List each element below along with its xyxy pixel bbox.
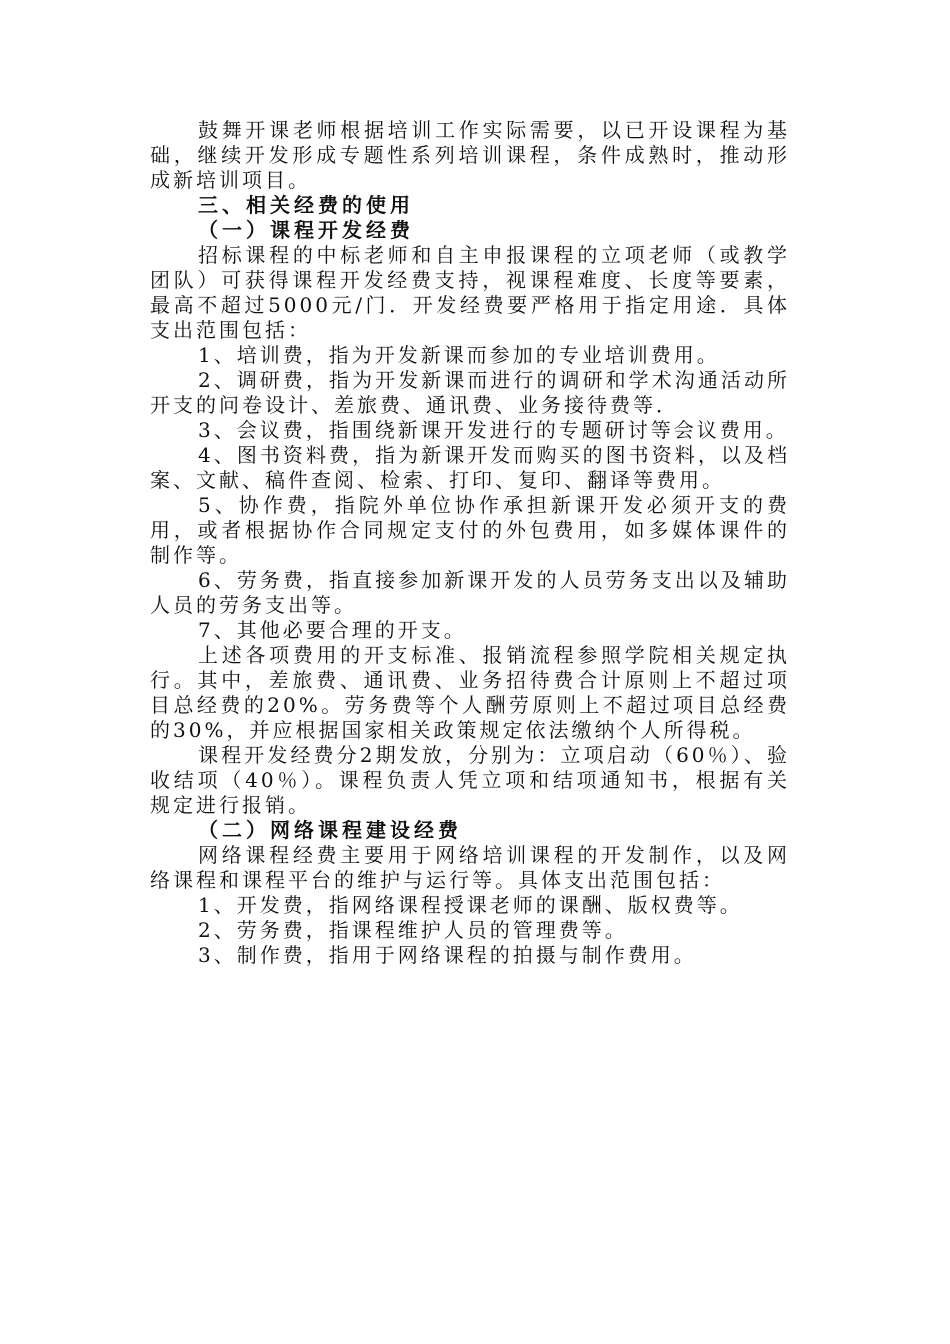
list-item: 3、制作费，指用于网络课程的拍摄与制作费用。 <box>198 943 697 967</box>
paragraph-intro: 鼓舞开课老师根据培训工作实际需要，以已开设课程为基础，继续开发形成专题性系列培训课程，条件成熟时，推动形成新培训项目。 <box>150 118 790 192</box>
list-item: 7、其他必要合理的开支。 <box>198 618 467 642</box>
list-item: 2、劳务费，指课程维护人员的管理费等。 <box>198 918 628 942</box>
list-item: 5、协作费，指院外单位协作承担新课开发必须开支的费用，或者根据协作合同规定支付的外包费用，如多媒体课件的制作等。 <box>150 493 790 567</box>
list-item: 2、调研费，指为开发新课而进行的调研和学术沟通活动所开支的问卷设计、差旅费、通讯费、业务接待费等． <box>150 368 790 417</box>
document-page <box>150 118 790 968</box>
list-item: 4、图书资料费，指为新课开发而购买的图书资料，以及档案、文献、稿件查阅、检索、打印、复印、翻译等费用。 <box>150 443 790 492</box>
paragraph: 网络课程经费主要用于网络培训课程的开发制作，以及网络课程和课程平台的维护与运行等。具体支出范围包括： <box>150 843 790 892</box>
subsection-heading-2: （二）网络课程建设经费 <box>198 818 462 842</box>
list-item: 1、培训费，指为开发新课而参加的专业培训费用。 <box>198 343 720 367</box>
paragraph: 招标课程的中标老师和自主申报课程的立项老师（或教学团队）可获得课程开发经费支持，视课程难度、长度等要素，最高不超过5000元/门．开发经费要严格用于指定用途．具体支出范围包括： <box>150 243 790 342</box>
section-heading-3: 三、相关经费的使用 <box>198 193 414 217</box>
subsection-heading-1: （一）课程开发经费 <box>198 218 414 242</box>
paragraph: 上述各项费用的开支标准、报销流程参照学院相关规定执行。其中，差旅费、通讯费、业务招待费合计原则上不超过项目总经费的20%。劳务费等个人酬劳原则上不超过项目总经费的30%，并应根据国家相关政策规定依法缴纳个人所得税。 <box>150 643 790 742</box>
list-item: 3、会议费，指围绕新课开发进行的专题研讨等会议费用。 <box>198 418 789 442</box>
paragraph: 课程开发经费分2期发放，分别为：立项启动（60％）、验收结项（40％）。课程负责人凭立项和结项通知书，根据有关规定进行报销。 <box>150 743 790 817</box>
list-item: 1、开发费，指网络课程授课老师的课酬、版权费等。 <box>198 893 743 917</box>
list-item: 6、劳务费，指直接参加新课开发的人员劳务支出以及辅助人员的劳务支出等。 <box>150 568 790 617</box>
